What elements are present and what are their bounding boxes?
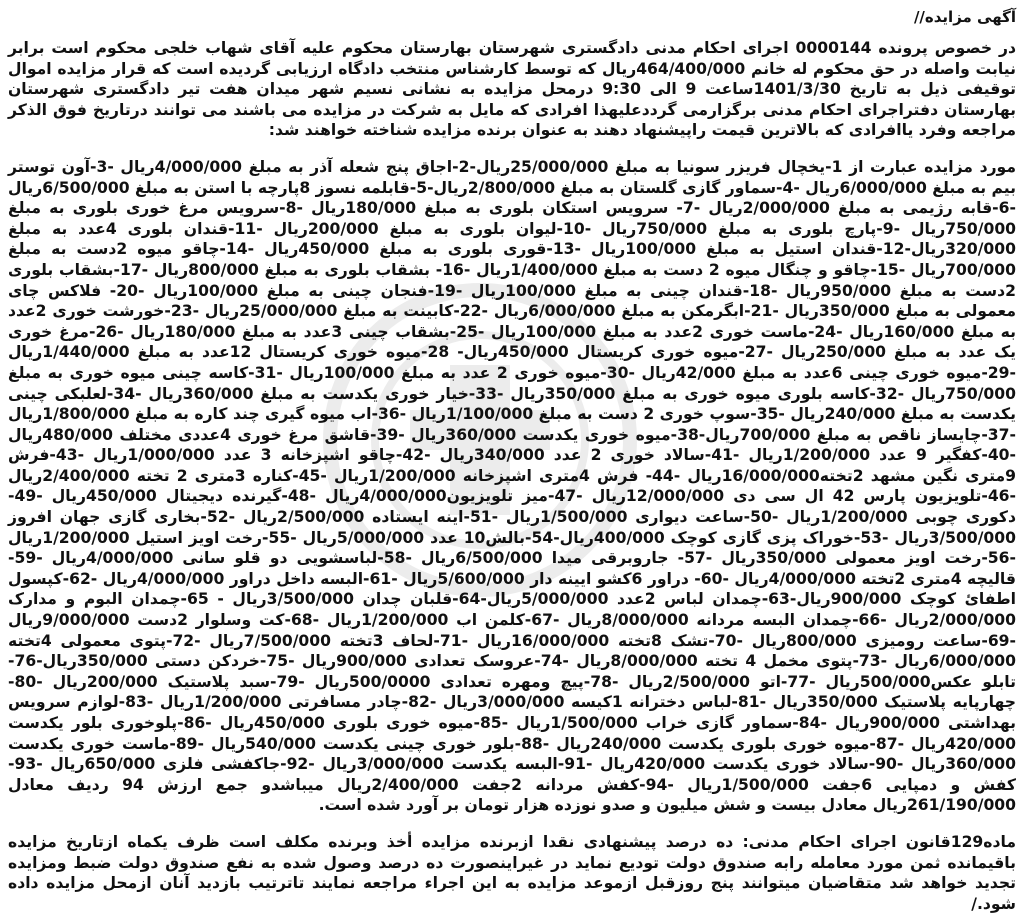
law-article-paragraph: ماده129قانون اجرای احکام مدنی: ده درصد پیشنهادی نقدا ازبرنده مزایده أخذ وبرنده مکلف است ظرف یکماه ازتاریخ مزایده باقیمانده ثمن مورد معامله رابه صندوق دولت تودیع نماید در غیراینصورت ده درصد وصول شده به نفع صندوق دولت ضبط ومزایده تجدید خواهد شد متقاضیان میتوانند پنج روزقبل ازموعد مزایده به این اجراء مراجعه نمایند تاترتیب بازدید آنان ازمحل مزایده داده شود./	[8, 832, 1016, 913]
notice-title: آگهی مزایده//	[913, 8, 1016, 26]
auction-items-paragraph: مورد مزایده عبارت از 1-یخچال فریزر سونیا به مبلغ 25/000/000ریال-2-اجاق پنج شعله آذر به مبلغ 4/000/000ریال -3-آون توستر بیم به مبلغ 6/000/000ریال -4-سماور گازی گلستان به مبلغ 2/800/000ریال-5-قابلمه نسوز 8پارچه با استن به مبلغ 6/500/000ریال -6-قابه رژیمی به مبلغ 2/000/000ریال -7- سرویس استکان بلوری به مبلغ 180/000ریال -8-سرویس مرغ خوری بلوری به مبلغ 750/000ریال -9-پارچ بلوری به مبلغ 750/000ریال -10-لیوان بلوری به مبلغ 200/000ریال -11-قندان بلوری 4عدد به مبلغ 320/000ریال-12-قندان استیل به مبلغ 100/000ریال -13-قوری بلوری به مبلغ 450/000ریال -14-چاقو میوه 2دست به مبلغ 700/000ریال -15-چاقو و چنگال میوه 2 دست به مبلغ 1/400/000ریال -16- بشقاب بلوری به مبلغ 800/000ریال -17-بشقاب بلوری 2دست به مبلغ 950/000ریال -18-قندان چینی به مبلغ 100/000ریال -19-فنجان چینی به مبلغ 100/000ریال -20- فلاکس چای معمولی به مبلغ 350/000ریال -21-ابگرمکن به مبلغ 6/000/000ریال -22-کابینت به مبلغ 25/000/000ریال -23-خورشت خوری 2عدد به مبلغ 160/000ریال -24-ماست خوری 2عدد به مبلغ 100/000ریال -25-بشقاب چینی 3عدد به مبلغ 180/000ریال -26-مرغ خوری یک عدد به مبلغ 250/000ریال -27-میوه خوری کریستال 450/000ریال- 28-میوه خوری کریستال 12عدد به مبلغ 1/440/000ریال -29-میوه خوری چینی 6عدد به مبلغ 42/000ریال -30-میوه خوری 2 عدد به مبلغ 100/000ریال -31-کاسه چینی میوه خوری به مبلغ 750/000ریال -32-کاسه بلوری میوه خوری به مبلغ 350/000ریال -33-خیار خوری یکدست به مبلغ 360/000ریال -34-لعلبکی چینی یکدست به مبلغ 240/000ریال -35-سوپ خوری 2 دست به مبلغ 1/100/000ریال -36-اب میوه گیری چند کاره به مبلغ 1/800/000ریال -37-چایساز ناقص به مبلغ 700/000ریال-38-میوه خوری یکدست 360/000ریال -39-قاشق مرغ خوری 4عددی مختلف 480/000ریال -40-کفگیر 9 عدد 1/200/000ریال -41-سالاد خوری 2 عدد 340/000ریال -42-چاقو اشپزخانه 3 عدد 1/000/000ریال -43-فرش 9متری نگین مشهد 2تخته16/000/000ریال -44- فرش 4متری اشپزخانه 1/200/000ریال -45-کناره 3متری 2 تخته 2/400/000ریال -46-تلویزیون پارس 42 ال سی دی 12/000/000ریال -47-میز تلویزیون4/000/000ریال -48-گیرنده دیجیتال 450/000ریال -49-دکوری چوبی 1/200/000ریال -50-ساعت دیواری 1/500/000ریال -51-اینه ایستاده 2/500/000ریال -52-بخاری گازی جهان افروز 3/500/000ریال -53-خوراک پزی گازی کوچک 400/000ریال-54-بالش10 عدد 5/000/000ریال -55-رخت اویز استیل 1/200/000ریال -56-رخت اویز معمولی 350/000ریال -57- جاروبرقی میدا 6/500/000ریال -58-لباسشویی دو قلو سانی 4/000/000ریال -59-قالیچه 4متری 2تخته 4/000/000ریال -60- دراور 6کشو ایینه دار 5/600/000ریال -61-البسه داخل دراور 4/000/000ریال -62-کپسول اطفائ کوچک 900/000ریال-63-چمدان لباس 2عدد 5/000/000ریال-64-قلبان چدان 3/500/000ریال - 65-چمدان البوم و مدارک 2/000/000ریال -66-چمدان البسه مردانه 8/000/000ریال -67-کلمن اب 1/200/000ریال -68-کت وسلوار 2دست 9/000/000ریال -69-ساعت رومیزی 800/000ریال -70-تشک 8تخته 16/000/000ریال -71-لحاف 3تخته 7/500/000ریال -72-پتوی معمولی 4تخته 6/000/000ریال -73-پتوی مخمل 4 تخته 8/000/000ریال -74-عروسک تعدادی 900/000ریال -75-خردکن دستی 350/000ریال-76-تابلو عکس500/000ریال -77-اتو 2/500/000ریال -78-پیچ ومهره تعدادی 500/0000ریال -79-سبد پلاستیک 200/000ریال -80-چهارپایه پلاستیک 350/000ریال -81-لباس دخترانه 1کیسه 3/000/000ریال -82-چادر مسافرتی 1/200/000ریال -83-لوازم سرویس بهداشتی 900/000ریال -84-سماور گازی خراب 1/500/000ریال -85-میوه خوری بلوری 450/000ریال -86-پلوخوری بلور یکدست 420/000ریال -87-میوه خوری بلوری یکدست 240/000ریال -88-بلور خوری چینی یکدست 540/000ریال -89-ماست خوری یکدست 360/000ریال -90-سالاد خوری یکدست 420/000ریال -91-البسه یکدست 3/000/000ریال -92-جاکفشی فلزی 650/000ریال -93-کفش و دمپایی 6جفت 1/500/000ریال -94-کفش مردانه 2جفت 2/400/000ریال میباشدو جمع ارزش 94 ردیف معادل 261/190/000ریال معادل بیست و شش میلیون و صدو نوزده هزار تومان بر آورد شده است.	[8, 157, 1017, 815]
notice-intro-paragraph: در خصوص پرونده 0000144 اجرای احکام مدنی دادگستری شهرستان بهارستان محکوم علیه آقای شهاب خلجی محکوم است برابر نیابت واصله در حق محکوم له خانم 464/400/000ریال که توسط کارشناس منتخب دادگاه ارزیابی گردیده است که قرار مزایده اموال توقیفی ذیل به تاریخ 1401/3/30ساعت 9 الی 9:30 درمحل مزایده به نشانی نسیم شهر میدان هفت تیر دادگستری شهرستان بهارستان دفتراجرای احکام مدنی برگزارمی گرددعلیهذا افرادی که مایل به شرکت در مزایده می باشند می توانند درتاریخ فوق الذکر مراجعه وفرد یاافرادی که بالاترین قیمت راپیشنهاد دهند به عنوان برنده مزایده شناخته خواهند شد:	[8, 39, 1017, 140]
